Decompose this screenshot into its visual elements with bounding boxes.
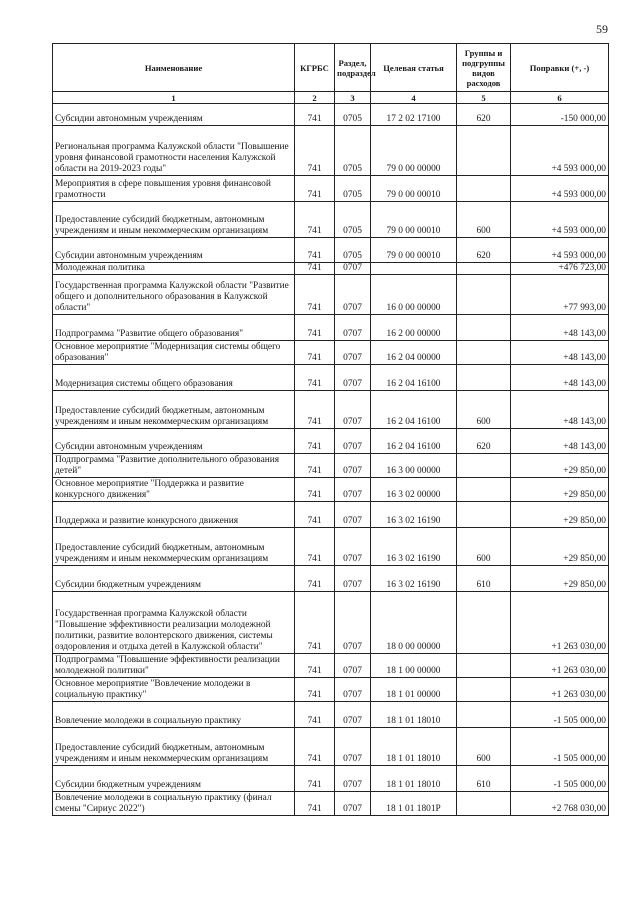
row-amount: +77 993,00 [511, 275, 609, 315]
row-target: 79 0 00 00010 [371, 176, 457, 202]
row-target: 16 2 04 16100 [371, 429, 457, 454]
table-row [53, 528, 609, 566]
header-number: 3 [335, 92, 371, 104]
row-name: Основное мероприятие "Поддержка и развитие конкурсного движения" [53, 478, 295, 502]
row-razdel: 0705 [335, 104, 371, 126]
row-amount: +4 593 000,00 [511, 238, 609, 263]
row-razdel: 0707 [335, 702, 371, 728]
row-kgrbs: 741 [295, 766, 335, 792]
row-amount: +2 768 030,00 [511, 792, 609, 816]
table-row [53, 728, 609, 766]
row-vr: 620 [457, 238, 511, 263]
row-name: Субсидии автономным учреждениям [53, 238, 295, 263]
row-razdel: 0707 [335, 263, 371, 275]
row-amount: +29 850,00 [511, 502, 609, 528]
table-row [53, 391, 609, 429]
row-razdel: 0707 [335, 566, 371, 592]
table-row [53, 654, 609, 678]
row-target: 16 2 00 00000 [371, 315, 457, 341]
table-row [53, 792, 609, 816]
table-row [53, 202, 609, 238]
row-vr [457, 678, 511, 702]
row-amount: -150 000,00 [511, 104, 609, 126]
row-target: 16 3 02 16190 [371, 502, 457, 528]
table-row [53, 275, 609, 315]
row-kgrbs: 741 [295, 429, 335, 454]
header-row [53, 44, 609, 92]
row-target: 16 3 00 00000 [371, 454, 457, 478]
row-razdel: 0705 [335, 126, 371, 176]
row-razdel: 0707 [335, 654, 371, 678]
header-kgrbs: КГРБС [295, 44, 335, 92]
row-razdel: 0707 [335, 454, 371, 478]
row-name: Основное мероприятие "Модернизация системы общего образования" [53, 341, 295, 365]
row-kgrbs: 741 [295, 365, 335, 391]
row-vr [457, 275, 511, 315]
row-kgrbs: 741 [295, 592, 335, 654]
row-vr [457, 592, 511, 654]
row-vr [457, 792, 511, 816]
table-row [53, 341, 609, 365]
row-vr [457, 478, 511, 502]
row-target: 18 1 01 18010 [371, 728, 457, 766]
header-razdel: Раздел, подраздел [335, 44, 371, 92]
row-name: Субсидии бюджетным учреждениям [53, 766, 295, 792]
row-kgrbs: 741 [295, 678, 335, 702]
row-vr [457, 702, 511, 728]
header-number: 4 [371, 92, 457, 104]
table-row [53, 104, 609, 126]
row-target: 16 2 04 16100 [371, 365, 457, 391]
row-target [371, 263, 457, 275]
row-amount: +4 593 000,00 [511, 126, 609, 176]
row-target: 79 0 00 00000 [371, 126, 457, 176]
row-kgrbs: 741 [295, 478, 335, 502]
table-row [53, 454, 609, 478]
table-row [53, 502, 609, 528]
row-name: Основное мероприятие "Вовлечение молодежи в социальную практику" [53, 678, 295, 702]
row-kgrbs: 741 [295, 528, 335, 566]
row-name: Субсидии бюджетным учреждениям [53, 566, 295, 592]
header-numbers-row [53, 92, 609, 104]
table-row [53, 238, 609, 263]
row-name: Региональная программа Калужской области "Повышение уровня финансовой грамотности населения Калужской области на 2019-2023 годы" [53, 126, 295, 176]
row-kgrbs: 741 [295, 315, 335, 341]
row-kgrbs: 741 [295, 202, 335, 238]
row-name: Предоставление субсидий бюджетным, автономным учреждениям и иным некоммерческим организациям [53, 391, 295, 429]
row-target: 17 2 02 17100 [371, 104, 457, 126]
row-razdel: 0707 [335, 315, 371, 341]
row-kgrbs: 741 [295, 341, 335, 365]
table-row [53, 315, 609, 341]
row-kgrbs: 741 [295, 792, 335, 816]
row-name: Вовлечение молодежи в социальную практику [53, 702, 295, 728]
header-target: Целевая статья [371, 44, 457, 92]
row-vr [457, 341, 511, 365]
row-amount: +48 143,00 [511, 341, 609, 365]
row-amount: +29 850,00 [511, 566, 609, 592]
row-kgrbs: 741 [295, 702, 335, 728]
row-razdel: 0707 [335, 341, 371, 365]
table-row [53, 702, 609, 728]
row-kgrbs: 741 [295, 654, 335, 678]
row-vr [457, 365, 511, 391]
row-kgrbs: 741 [295, 176, 335, 202]
header-number: 2 [295, 92, 335, 104]
row-amount: +48 143,00 [511, 391, 609, 429]
row-target: 79 0 00 00010 [371, 238, 457, 263]
row-name: Государственная программа Калужской области "Развитие общего и дополнительного образования в Калужской области" [53, 275, 295, 315]
table-row [53, 678, 609, 702]
row-razdel: 0707 [335, 391, 371, 429]
row-target: 18 1 01 18010 [371, 702, 457, 728]
row-amount: +1 263 030,00 [511, 654, 609, 678]
row-kgrbs: 741 [295, 502, 335, 528]
header-vr: Группы и подгруппы видов расходов [457, 44, 511, 92]
row-vr: 610 [457, 766, 511, 792]
row-razdel: 0707 [335, 275, 371, 315]
row-kgrbs: 741 [295, 566, 335, 592]
header-number: 6 [511, 92, 609, 104]
row-name: Подпрограмма "Развитие общего образования" [53, 315, 295, 341]
budget-table [52, 43, 609, 816]
row-razdel: 0707 [335, 365, 371, 391]
row-name: Субсидии автономным учреждениям [53, 104, 295, 126]
table-row [53, 478, 609, 502]
row-amount: +476 723,00 [511, 263, 609, 275]
row-kgrbs: 741 [295, 263, 335, 275]
row-target: 16 0 00 00000 [371, 275, 457, 315]
header-number: 1 [53, 92, 295, 104]
row-vr [457, 502, 511, 528]
row-vr: 620 [457, 429, 511, 454]
table-row [53, 126, 609, 176]
row-amount: +29 850,00 [511, 528, 609, 566]
row-kgrbs: 741 [295, 275, 335, 315]
row-razdel: 0707 [335, 429, 371, 454]
row-target: 16 2 04 16100 [371, 391, 457, 429]
row-name: Поддержка и развитие конкурсного движения [53, 502, 295, 528]
header-number: 5 [457, 92, 511, 104]
table-row [53, 263, 609, 275]
row-amount: -1 505 000,00 [511, 728, 609, 766]
row-name: Предоставление субсидий бюджетным, автономным учреждениям и иным некоммерческим организациям [53, 202, 295, 238]
row-target: 16 3 02 16190 [371, 528, 457, 566]
row-target: 79 0 00 00010 [371, 202, 457, 238]
row-vr: 600 [457, 728, 511, 766]
row-vr: 600 [457, 528, 511, 566]
row-kgrbs: 741 [295, 728, 335, 766]
row-amount: -1 505 000,00 [511, 766, 609, 792]
row-amount: +4 593 000,00 [511, 176, 609, 202]
row-razdel: 0707 [335, 592, 371, 654]
row-amount: +48 143,00 [511, 365, 609, 391]
row-name: Предоставление субсидий бюджетным, автономным учреждениям и иным некоммерческим организациям [53, 528, 295, 566]
row-razdel: 0705 [335, 202, 371, 238]
row-target: 18 1 01 1801Р [371, 792, 457, 816]
row-vr [457, 126, 511, 176]
row-amount: -1 505 000,00 [511, 702, 609, 728]
row-target: 16 3 02 16190 [371, 566, 457, 592]
row-vr [457, 654, 511, 678]
page-number: 59 [596, 22, 608, 36]
row-razdel: 0707 [335, 528, 371, 566]
table-row [53, 566, 609, 592]
table-row [53, 176, 609, 202]
row-razdel: 0707 [335, 678, 371, 702]
row-target: 18 1 01 00000 [371, 678, 457, 702]
row-name: Мероприятия в сфере повышения уровня финансовой грамотности [53, 176, 295, 202]
row-kgrbs: 741 [295, 391, 335, 429]
row-vr: 610 [457, 566, 511, 592]
row-kgrbs: 741 [295, 238, 335, 263]
row-name: Молодежная политика [53, 263, 295, 275]
row-vr: 600 [457, 391, 511, 429]
row-amount: +29 850,00 [511, 478, 609, 502]
row-vr: 600 [457, 202, 511, 238]
table-row [53, 592, 609, 654]
row-razdel: 0707 [335, 502, 371, 528]
row-vr [457, 454, 511, 478]
row-vr [457, 315, 511, 341]
row-name: Модернизация системы общего образования [53, 365, 295, 391]
row-name: Предоставление субсидий бюджетным, автономным учреждениям и иным некоммерческим организациям [53, 728, 295, 766]
row-amount: +4 593 000,00 [511, 202, 609, 238]
row-razdel: 0707 [335, 728, 371, 766]
row-name: Вовлечение молодежи в социальную практику (финал смены "Сириус 2022") [53, 792, 295, 816]
row-name: Подпрограмма "Развитие дополнительного образования детей" [53, 454, 295, 478]
table-row [53, 365, 609, 391]
row-target: 18 1 01 18010 [371, 766, 457, 792]
row-amount: +48 143,00 [511, 315, 609, 341]
row-target: 18 1 00 00000 [371, 654, 457, 678]
row-amount: +48 143,00 [511, 429, 609, 454]
row-amount: +29 850,00 [511, 454, 609, 478]
row-target: 16 3 02 00000 [371, 478, 457, 502]
header-amount: Поправки (+, -) [511, 44, 609, 92]
row-kgrbs: 741 [295, 126, 335, 176]
row-amount: +1 263 030,00 [511, 678, 609, 702]
row-kgrbs: 741 [295, 454, 335, 478]
row-vr [457, 176, 511, 202]
row-target: 18 0 00 00000 [371, 592, 457, 654]
row-razdel: 0705 [335, 238, 371, 263]
header-name: Наименование [53, 44, 295, 92]
table-row [53, 766, 609, 792]
row-name: Государственная программа Калужской области "Повышение эффективности реализации молодежной политики, развитие волонтерского движения, системы оздоровления и отдыха детей в Калужской области" [53, 592, 295, 654]
row-vr [457, 263, 511, 275]
row-target: 16 2 04 00000 [371, 341, 457, 365]
row-razdel: 0707 [335, 478, 371, 502]
row-razdel: 0707 [335, 792, 371, 816]
row-kgrbs: 741 [295, 104, 335, 126]
row-amount: +1 263 030,00 [511, 592, 609, 654]
row-razdel: 0707 [335, 766, 371, 792]
table-row [53, 429, 609, 454]
row-name: Подпрограмма "Повышение эффективности реализации молодежной политики" [53, 654, 295, 678]
row-razdel: 0705 [335, 176, 371, 202]
row-name: Субсидии автономным учреждениям [53, 429, 295, 454]
row-vr: 620 [457, 104, 511, 126]
